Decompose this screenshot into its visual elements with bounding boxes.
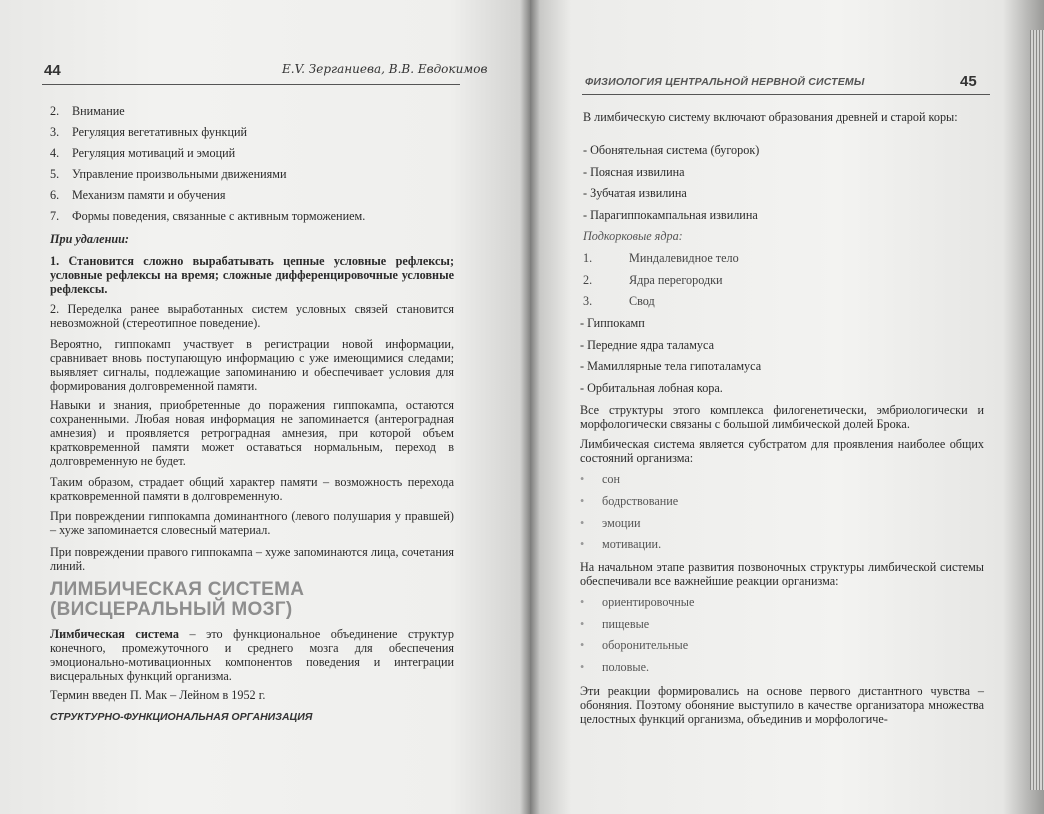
list-item: • пищевые [580,617,650,631]
functions-list [50,101,460,227]
paragraph: На начальном этапе развития позвоночных структуры лимбической системы обеспечивали все важнейшие реакции организма: [580,560,984,588]
list-item: • половые. [580,660,650,674]
list-item: - Гиппокамп [580,316,645,330]
list-item: 2. Внимание [50,104,125,118]
removal-point-1: 1. Становится сложно вырабатывать цепные условные рефлексы; условные рефлексы на время; сложные дифференцировочные условные рефлексы. [50,254,454,296]
list-item: - Обонятельная система (бугорок) [583,143,760,157]
header-rule [42,84,460,85]
list-item: • ориентировочные [580,595,695,609]
intro-paragraph: В лимбическую систему включают образования древней и старой коры: [583,110,958,124]
list-item: - Зубчатая извилина [583,186,687,200]
paragraph: При повреждении правого гиппокампа – хуже запоминаются лица, сочетания линий. [50,545,454,573]
book-gutter [520,0,540,814]
subcortical-heading: Подкорковые ядра: [583,229,683,243]
list-item: 2. Ядра перегородки [583,273,723,287]
paragraph: Все структуры этого комплекса филогенетически, эмбриологически и морфологически связаны с большой лимбической долей Брока. [580,403,984,431]
list-item: 1. Миндалевидное тело [583,251,739,265]
list-item: • оборонительные [580,638,689,652]
list-item: - Парагиппокампальная извилина [583,208,758,222]
paragraph: Навыки и знания, приобретенные до поражения гиппокампа, остаются сохраненными. Любая новая информация не запоминается (антероградная амнезия) и проявляется ретроградная амнезия, при которой объем кратковременной памяти может оставаться нормальным, переход в долговременную не будет. [50,398,454,468]
list-item: - Поясная извилина [583,165,685,179]
paragraph: Эти реакции формировались на основе первого дистантного чувства – обоняния. Поэтому обоняние выступило в качестве организатора множества целостных функций организма, объединив и морфологиче- [580,684,984,726]
list-item: • сон [580,472,621,486]
section-title: ЛИМБИЧЕСКАЯ СИСТЕМА (ВИСЦЕРАЛЬНЫЙ МОЗГ) [50,579,305,620]
list-item: - Передние ядра таламуса [580,338,714,352]
term-origin: Термин введен П. Мак – Лейном в 1952 г. [50,688,266,702]
removal-heading: При удалении: [50,232,129,246]
definition: Лимбическая система – это функциональное объединение структур конечного, промежуточного и среднего мозга для обеспечения эмоционально-мотивационных компонентов поведения и интеграции висцеральных функций организма. [50,627,454,683]
paragraph: Вероятно, гиппокамп участвует в регистрации новой информации, сравнивает вновь поступающую информацию с уже имеющимися следами; выявляет сигналы, подлежащие запоминанию и обеспечивает условия для формирования долговременной памяти. [50,337,454,393]
paragraph: Лимбическая система является субстратом для проявления наиболее общих состояний организма: [580,437,984,465]
running-header: Е.V. Зерганиева, В.В. Евдокимов [282,62,488,76]
list-item: 3. Регуляция вегетативных функций [50,125,248,139]
list-item: - Орбитальная лобная кора. [580,381,723,395]
list-item: 7. Формы поведения, связанные с активным торможением. [50,209,366,223]
list-item: 6. Механизм памяти и обучения [50,188,226,202]
paragraph: При повреждении гиппокампа доминантного (левого полушария у правшей) – хуже запоминается словесный материал. [50,509,454,537]
running-header: ФИЗИОЛОГИЯ ЦЕНТРАЛЬНОЙ НЕРВНОЙ СИСТЕМЫ [585,76,865,88]
page-number: 45 [960,73,977,90]
list-item: • эмоции [580,516,641,530]
removal-point-2: 2. Переделка ранее выработанных систем условных связей становится невозможной (стереотипное поведение). [50,302,455,330]
list-item: - Мамиллярные тела гипоталамуса [580,359,762,373]
header-rule [582,94,990,95]
list-item: • бодрствование [580,494,679,508]
right-page [530,0,1044,814]
list-item: 5. Управление произвольными движениями [50,167,287,181]
list-item: 3. Свод [583,294,655,308]
list-item: • мотивации. [580,537,662,551]
list-item: 4. Регуляция мотиваций и эмоций [50,146,236,160]
page-number: 44 [44,62,61,79]
page-edges [1030,30,1044,790]
subsection-title: СТРУКТУРНО-ФУНКЦИОНАЛЬНАЯ ОРГАНИЗАЦИЯ [50,711,313,723]
paragraph: Таким образом, страдает общий характер памяти – возможность перехода кратковременной памяти в долговременную. [50,475,454,503]
